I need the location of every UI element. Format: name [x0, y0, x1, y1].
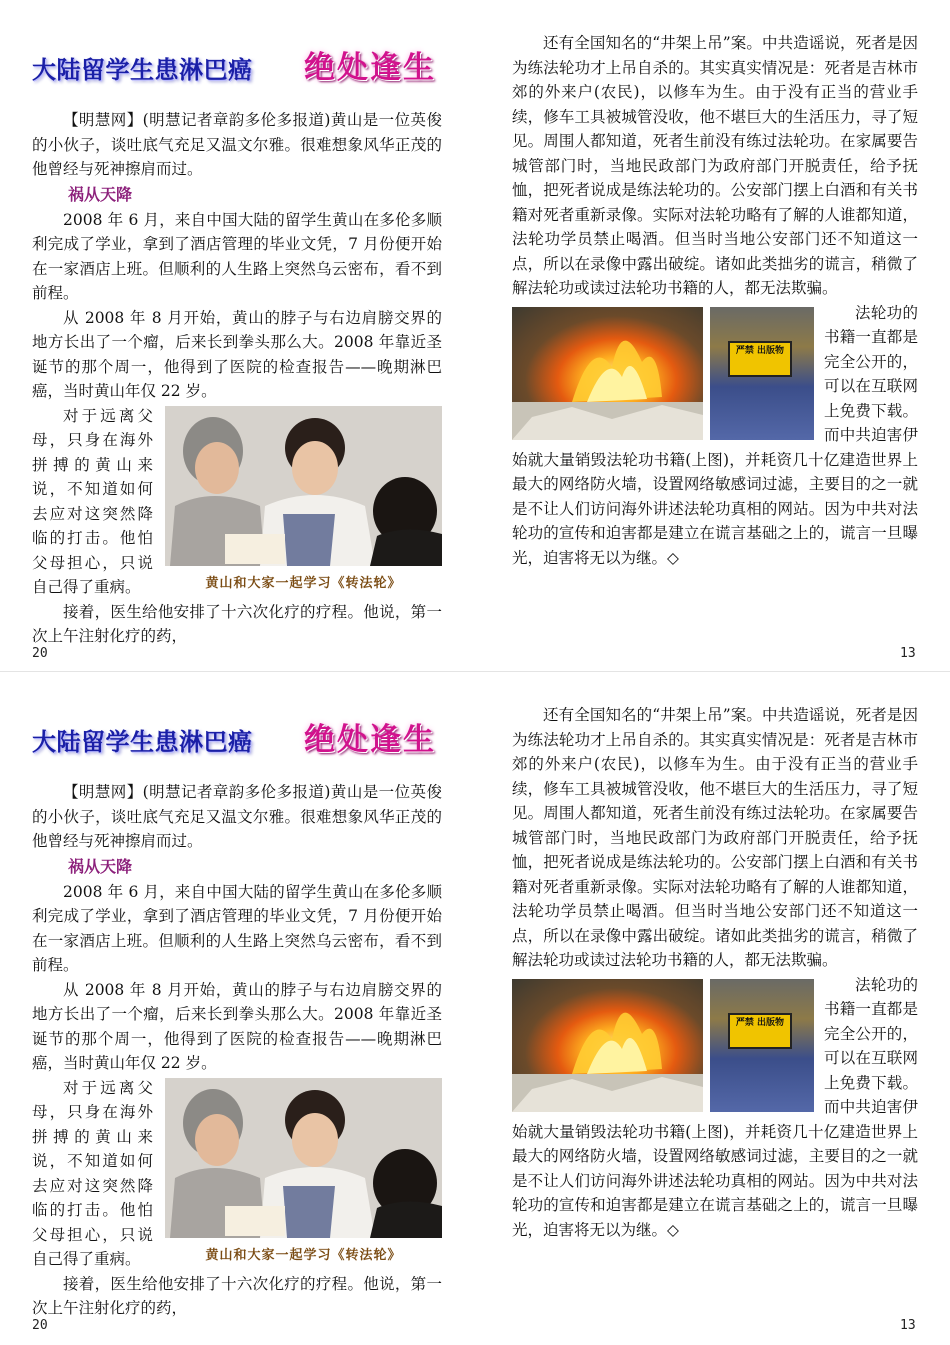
paragraph: 接着，医生给他安排了十六次化疗的疗程。他说，第一次上午注射化疗的药，	[32, 1274, 442, 1317]
paragraph: 接着，医生给他安排了十六次化疗的疗程。他说，第一次上午注射化疗的药，	[32, 602, 442, 645]
article-title-emphasis: 绝处逢生	[304, 50, 436, 86]
section-subhead: 祸从天降	[68, 856, 133, 876]
article-title	[32, 708, 442, 766]
steamroller-photo	[710, 307, 814, 440]
study-photo-figure	[165, 406, 442, 591]
paragraph: 还有全国知名的“井架上吊”案。中共造谣说，死者是因为练法轮功才上吊自杀的。其实真实情况是：死者是吉林市郊的外来户(农民)，以修车为生。由于没有正当的营业手续，修车工具被城管没收，他不堪巨大的生活压力，寻了短见。周围人都知道，死者生前没有练过法轮功。在家属要告城管部门时，当地民政部门为政府部门开脱责任，给予抚恤，把死者说成是练法轮功的。公安部门摆上白酒和有关书籍对死者重新录像。实际对法轮功略有了解的人谁都知道，法轮功学员禁止喝酒。但当时当地公安部门还不知道这一点，所以在录像中露出破绽。诸如此类拙劣的谎言，稍微了解法轮功或读过法轮功书籍的人，都无法欺骗。	[512, 706, 918, 969]
paragraph: 对于远离父母，只身在海外拼搏的黄山来说，不知道如何去应对这突然降临的打击。他怕父母担心，只说自己得了重病。	[32, 406, 153, 596]
paragraph: 法轮功的书籍一直都是完全公开的，可以在互联网上免费下载。而中共迫害伊始就大量销毁法轮功书籍(上图)，并耗资几十亿建造世界上最大的网络防火墙，设置网络敏感词过滤，主要目的之一就是不让人们访问海外讲述法轮功真相的网站。因为中共对法轮功的宣传和迫害都是建立在谎言基础之上的，谎言一旦曝光，迫害将无以为继。◇	[512, 303, 918, 567]
banned-publications-sign: 严禁 出版物	[728, 341, 792, 377]
booklet-spread-bottom	[0, 672, 950, 1344]
intro-paragraph: 【明慧网】(明慧记者章韵多伦多报道)黄山是一位英俊的小伙子，谈吐底气充足又温文尔雅。很难想象风华正茂的他曾经与死神擦肩而过。	[32, 783, 442, 850]
study-photo-figure	[165, 1078, 442, 1263]
article-title-emphasis: 绝处逢生	[304, 722, 436, 758]
article-title-main: 大陆留学生患淋巴癌	[32, 56, 253, 84]
paragraph: 2008 年 6 月，来自中国大陆的留学生黄山在多伦多顺利完成了学业，拿到了酒店管理的毕业文凭，7 月份便开始在一家酒店上班。但顺利的人生路上突然乌云密布，看不到前程。	[32, 210, 442, 302]
section-subhead: 祸从天降	[68, 184, 133, 204]
page-number-left: 20	[32, 646, 48, 661]
article-title-main: 大陆留学生患淋巴癌	[32, 728, 253, 756]
paragraph: 从 2008 年 8 月开始，黄山的脖子与右边肩膀交界的地方长出了一个瘤，后来长到拳头那么大。2008 年靠近圣诞节的那个周一，他得到了医院的检查报告——晚期淋巴癌，当时黄山年仅 22 岁。	[32, 308, 442, 400]
banned-publications-sign: 严禁 出版物	[728, 1013, 792, 1049]
steamroller-photo	[710, 979, 814, 1112]
study-group-photo	[165, 1078, 442, 1238]
book-burning-photo	[512, 307, 703, 440]
figure-caption: 黄山和大家一起学习《转法轮》	[205, 1247, 402, 1263]
paragraph: 从 2008 年 8 月开始，黄山的脖子与右边肩膀交界的地方长出了一个瘤，后来长到拳头那么大。2008 年靠近圣诞节的那个周一，他得到了医院的检查报告——晚期淋巴癌，当时黄山年仅 22 岁。	[32, 980, 442, 1072]
page-number-right: 13	[900, 1318, 916, 1333]
page-number-left: 20	[32, 1318, 48, 1333]
paragraph: 2008 年 6 月，来自中国大陆的留学生黄山在多伦多顺利完成了学业，拿到了酒店管理的毕业文凭，7 月份便开始在一家酒店上班。但顺利的人生路上突然乌云密布，看不到前程。	[32, 882, 442, 974]
booklet-spread-top	[0, 0, 950, 672]
figure-caption: 黄山和大家一起学习《转法轮》	[205, 575, 402, 591]
study-group-photo	[165, 406, 442, 566]
intro-paragraph: 【明慧网】(明慧记者章韵多伦多报道)黄山是一位英俊的小伙子，谈吐底气充足又温文尔雅。很难想象风华正茂的他曾经与死神擦肩而过。	[32, 111, 442, 178]
article-title	[32, 36, 442, 94]
paragraph: 还有全国知名的“井架上吊”案。中共造谣说，死者是因为练法轮功才上吊自杀的。其实真实情况是：死者是吉林市郊的外来户(农民)，以修车为生。由于没有正当的营业手续，修车工具被城管没收，他不堪巨大的生活压力，寻了短见。周围人都知道，死者生前没有练过法轮功。在家属要告城管部门时，当地民政部门为政府部门开脱责任，给予抚恤，把死者说成是练法轮功的。公安部门摆上白酒和有关书籍对死者重新录像。实际对法轮功略有了解的人谁都知道，法轮功学员禁止喝酒。但当时当地公安部门还不知道这一点，所以在录像中露出破绽。诸如此类拙劣的谎言，稍微了解法轮功或读过法轮功书籍的人，都无法欺骗。	[512, 34, 918, 297]
book-burning-figure	[512, 979, 814, 1112]
right-page	[512, 703, 918, 1242]
right-page	[512, 31, 918, 570]
paragraph: 法轮功的书籍一直都是完全公开的，可以在互联网上免费下载。而中共迫害伊始就大量销毁法轮功书籍(上图)，并耗资几十亿建造世界上最大的网络防火墙，设置网络敏感词过滤，主要目的之一就是不让人们访问海外讲述法轮功真相的网站。因为中共对法轮功的宣传和迫害都是建立在谎言基础之上的，谎言一旦曝光，迫害将无以为继。◇	[512, 975, 918, 1239]
page-number-right: 13	[900, 646, 916, 661]
paragraph: 对于远离父母，只身在海外拼搏的黄山来说，不知道如何去应对这突然降临的打击。他怕父母担心，只说自己得了重病。	[32, 1078, 153, 1268]
left-page	[32, 36, 442, 649]
book-burning-figure	[512, 307, 814, 440]
left-page	[32, 708, 442, 1321]
book-burning-photo	[512, 979, 703, 1112]
